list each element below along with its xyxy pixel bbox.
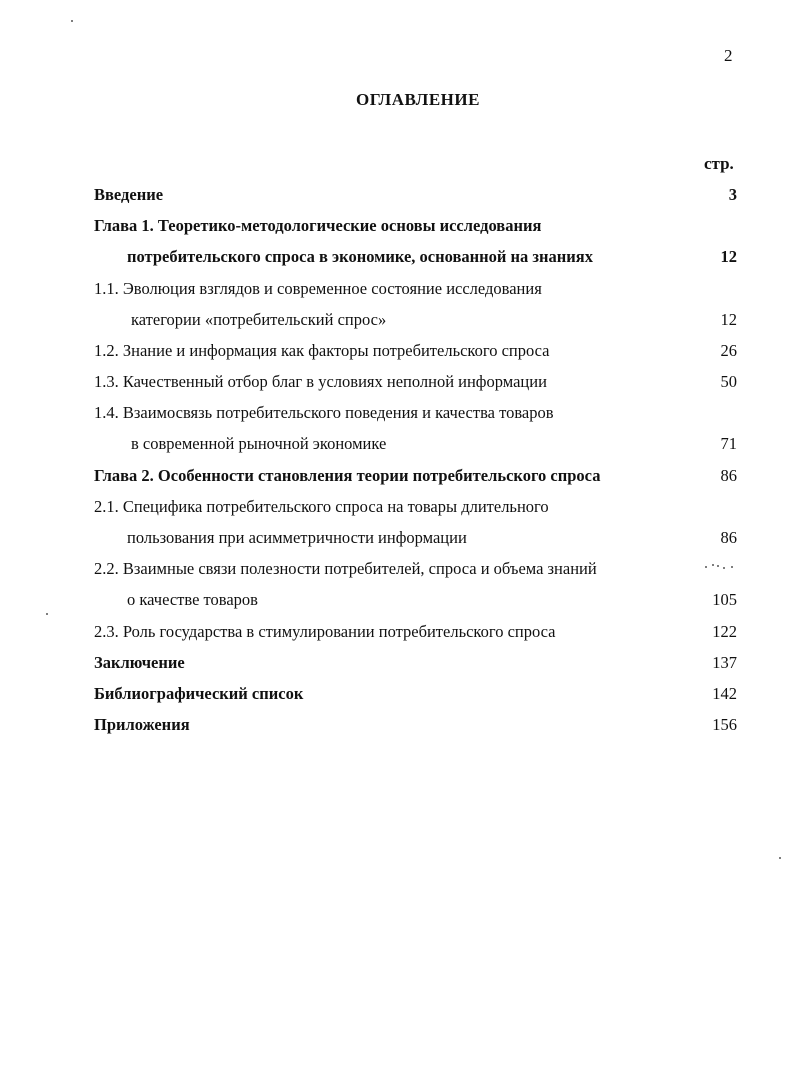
toc-entry-page: 26 <box>720 341 737 360</box>
toc-entry-text: 1.1. Эволюция взглядов и современное состояние исследования <box>94 279 542 298</box>
toc-entry-text: потребительского спроса в экономике, основанной на знаниях <box>127 247 593 266</box>
toc-entry <box>0 653 793 675</box>
toc-entry-text: о качестве товаров <box>127 590 258 609</box>
toc-entry-page: 12 <box>720 247 737 266</box>
toc-entry-text: 2.2. Взаимные связи полезности потребителей, спроса и объема знаний <box>94 559 597 578</box>
toc-entry-page: 156 <box>712 715 737 734</box>
toc-entry-text: пользования при асимметричности информации <box>127 528 467 547</box>
toc-entry-text: 2.3. Роль государства в стимулировании потребительского спроса <box>94 622 556 641</box>
toc-entry <box>0 590 793 612</box>
toc-entry-text: Введение <box>94 185 164 204</box>
toc-entry-page: 50 <box>720 372 737 391</box>
toc-entry <box>0 372 793 394</box>
toc-entry-text: категории «потребительский спрос» <box>131 310 387 329</box>
page-column-header: стр. <box>704 154 734 173</box>
toc-entry-page: 12 <box>720 310 737 329</box>
toc-entry-page: 122 <box>712 622 737 641</box>
toc-entry <box>0 466 793 488</box>
toc-entry-text: 1.4. Взаимосвязь потребительского поведения и качества товаров <box>94 403 554 422</box>
toc-entry-text: Глава 1. Теоретико-методологические основы исследования <box>94 216 542 235</box>
toc-entry <box>0 559 793 581</box>
toc-entry-page: 3 <box>728 185 737 204</box>
toc-entry <box>0 247 793 269</box>
toc-entry-page: 86 <box>720 528 737 547</box>
toc-entry <box>0 497 793 519</box>
toc-entry <box>0 216 793 238</box>
scan-speck <box>779 857 781 859</box>
toc-entry-text: Глава 2. Особенности становления теории потребительского спроса <box>94 466 601 485</box>
toc-entry <box>0 528 793 550</box>
toc-entry <box>0 434 793 456</box>
scan-speck <box>71 20 73 22</box>
toc-entry-page: 137 <box>712 653 737 672</box>
toc-entry <box>0 279 793 301</box>
toc-entry <box>0 403 793 425</box>
toc-entry-page: 142 <box>712 684 737 703</box>
toc-entry-page: 86 <box>720 466 737 485</box>
toc-entry-text: Заключение <box>94 653 185 672</box>
toc-entry-text: 2.1. Специфика потребительского спроса на товары длительного <box>94 497 549 516</box>
toc-entry <box>0 684 793 706</box>
toc-entry-text: Библиографический список <box>94 684 304 703</box>
toc-entry <box>0 341 793 363</box>
toc-entry-text: в современной рыночной экономике <box>131 434 387 453</box>
toc-entry <box>0 622 793 644</box>
toc-entry-text: 1.3. Качественный отбор благ в условиях неполной информации <box>94 372 547 391</box>
scan-speck <box>46 613 48 615</box>
toc-entry-page: 105 <box>712 590 737 609</box>
scan-noise <box>703 558 743 572</box>
page-number: 2 <box>724 46 733 65</box>
toc-entry-text: Приложения <box>94 715 190 734</box>
toc-entry <box>0 310 793 332</box>
toc-entry <box>0 715 793 737</box>
toc-entry-page: 71 <box>720 434 737 453</box>
page-title: ОГЛАВЛЕНИЕ <box>356 90 480 109</box>
toc-entry <box>0 185 793 207</box>
toc-entry-text: 1.2. Знание и информация как факторы потребительского спроса <box>94 341 550 360</box>
